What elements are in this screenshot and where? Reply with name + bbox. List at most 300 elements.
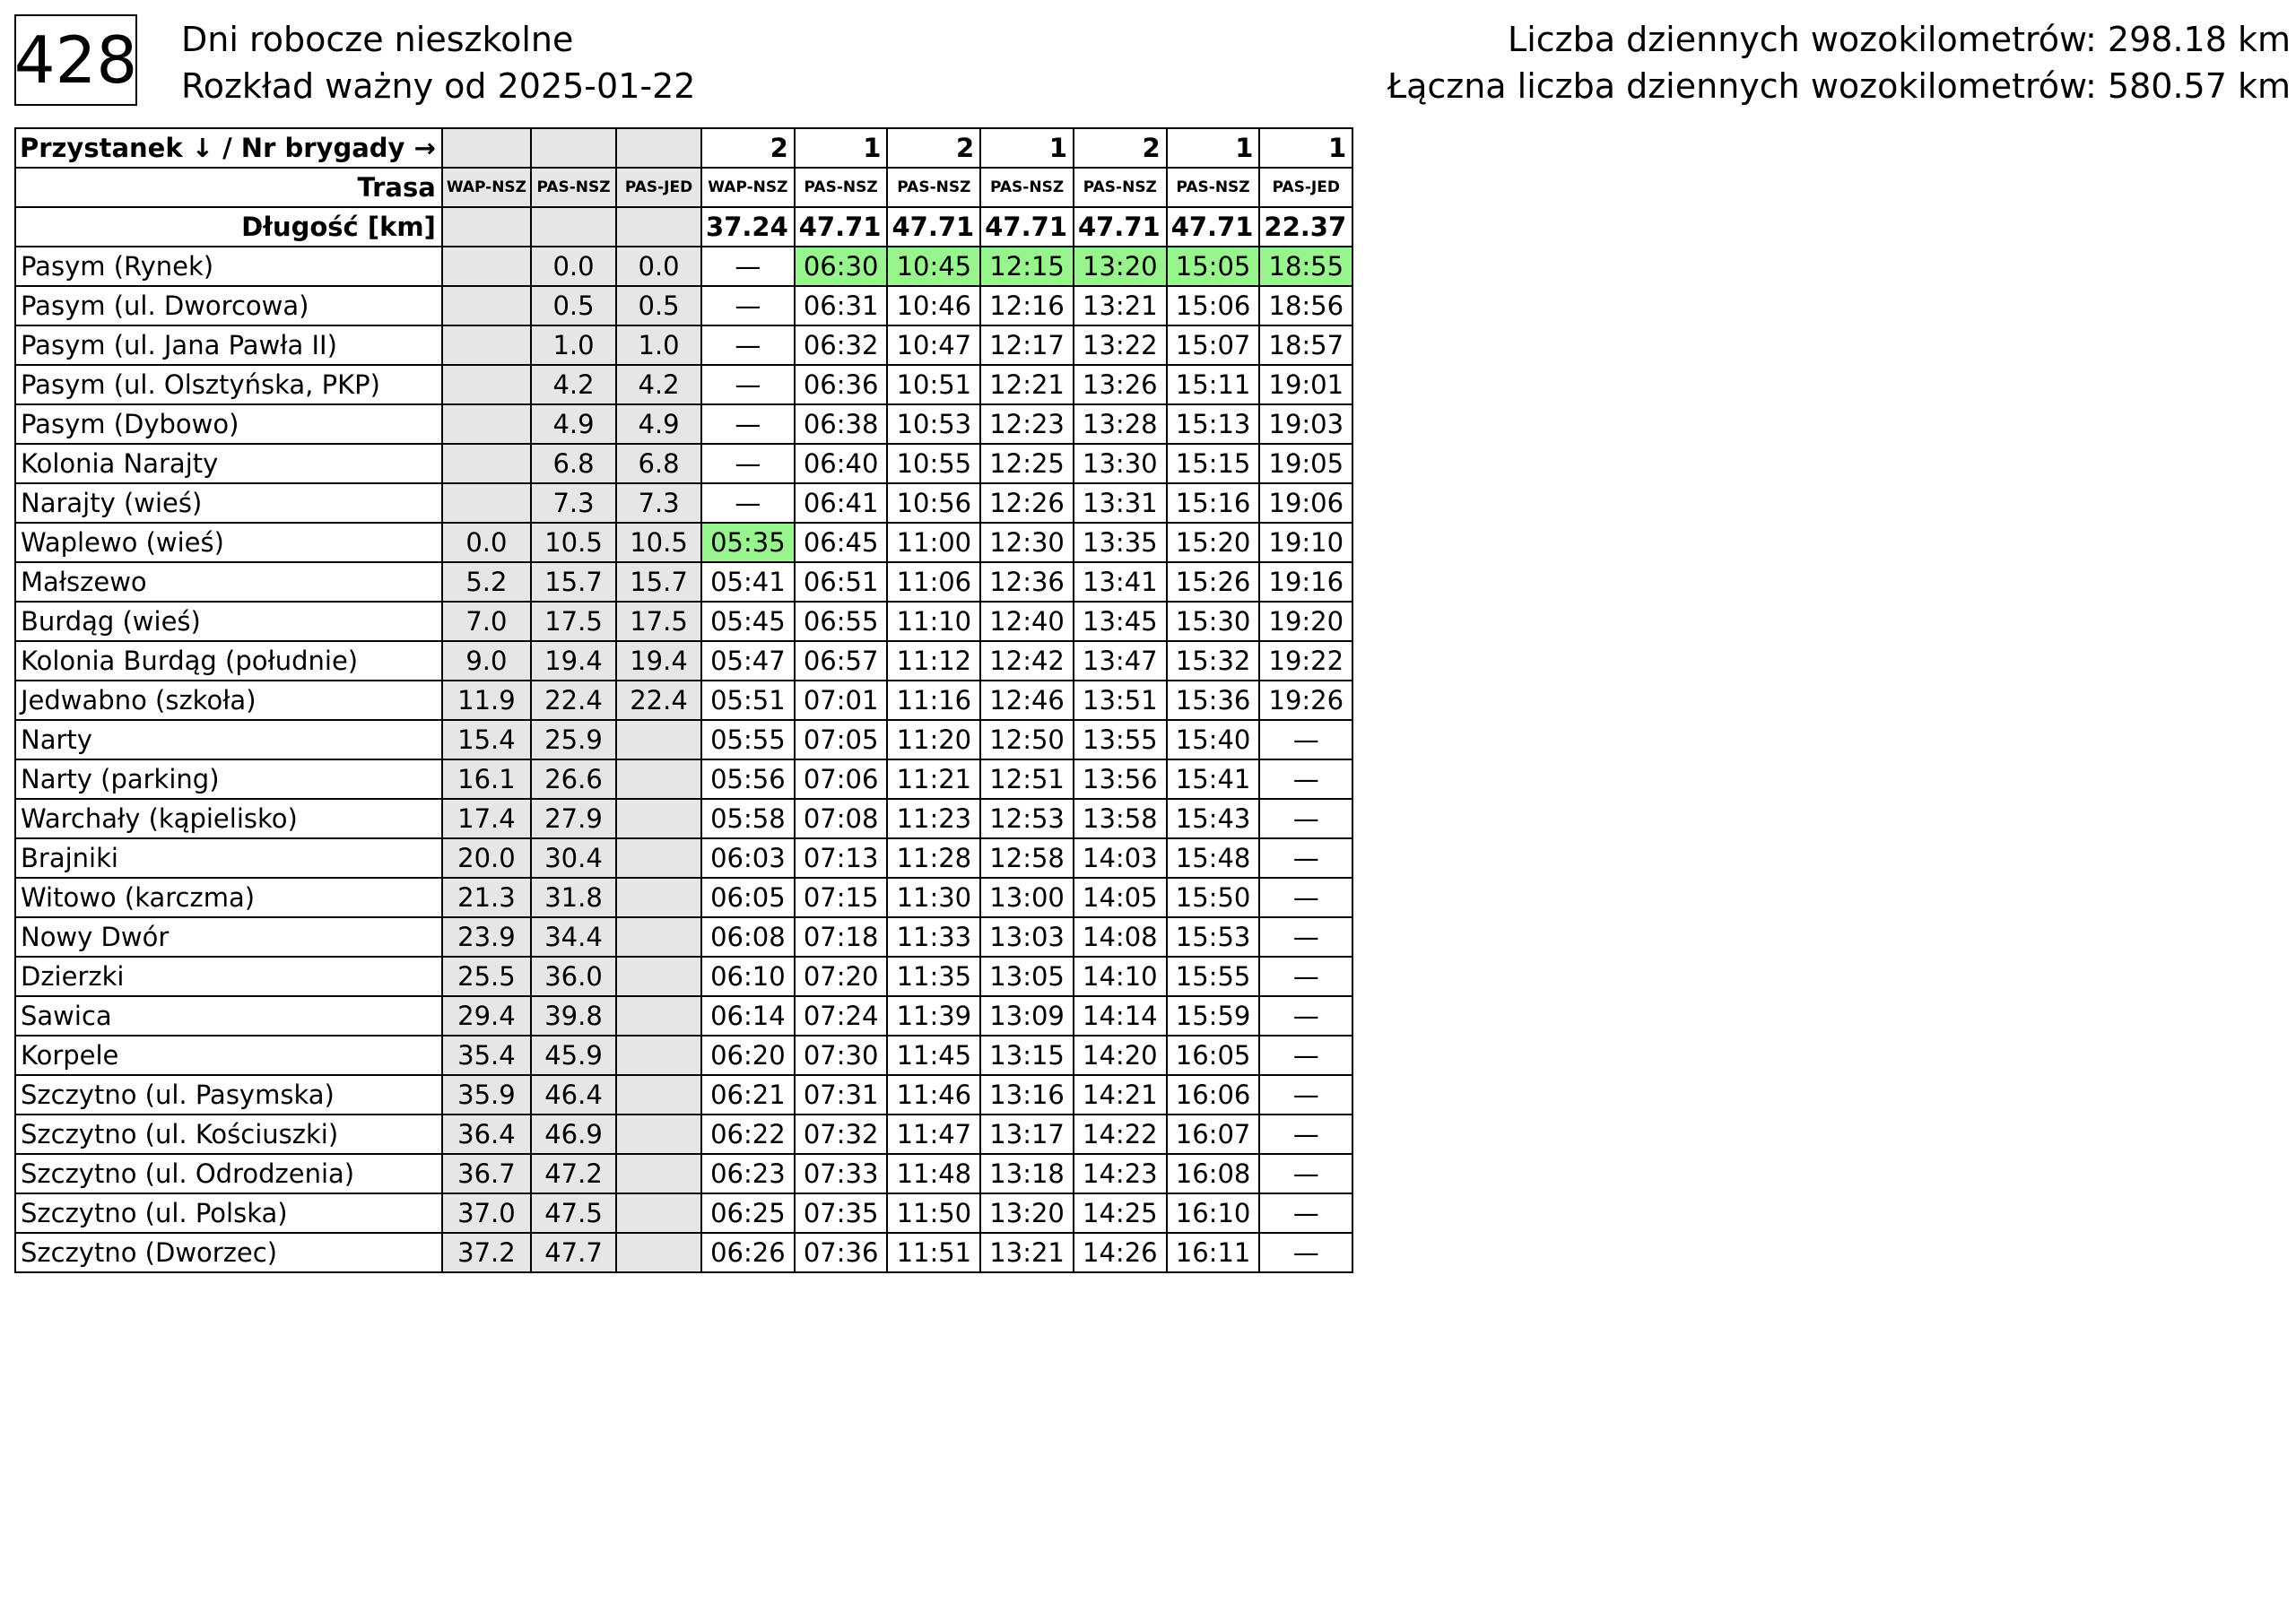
departure-time: — xyxy=(1259,838,1352,878)
stop-distance: 17.4 xyxy=(442,799,531,838)
departure-time: 06:21 xyxy=(701,1075,795,1115)
stop-distance: 7.3 xyxy=(616,483,701,523)
departure-time: 13:16 xyxy=(980,1075,1074,1115)
departure-time: 07:05 xyxy=(795,720,888,759)
departure-time: — xyxy=(701,286,795,325)
stop-distance xyxy=(442,404,531,444)
brigade-number: 2 xyxy=(701,128,795,168)
departure-time: — xyxy=(1259,878,1352,917)
departure-time: 13:21 xyxy=(980,1233,1074,1272)
stop-distance: 35.9 xyxy=(442,1075,531,1115)
stop-distance: 47.2 xyxy=(531,1154,616,1193)
departure-time: 12:26 xyxy=(980,483,1074,523)
departure-time: 07:15 xyxy=(795,878,888,917)
stop-row xyxy=(15,483,1352,523)
departure-time: 11:45 xyxy=(887,1036,980,1075)
stop-distance: 4.9 xyxy=(616,404,701,444)
departure-time: 15:05 xyxy=(1167,247,1260,286)
departure-time: 19:01 xyxy=(1259,365,1352,404)
stop-row xyxy=(15,523,1352,562)
timetable xyxy=(14,127,1353,1273)
stop-name: Korpele xyxy=(15,1036,442,1075)
stop-distance: 15.7 xyxy=(531,562,616,602)
dist-length-blank xyxy=(616,207,701,247)
trip-length: 47.71 xyxy=(795,207,888,247)
departure-time: 06:25 xyxy=(701,1193,795,1233)
vehicle-km-info xyxy=(1387,16,2291,109)
departure-time: 15:30 xyxy=(1167,602,1260,641)
stop-name: Szczytno (Dworzec) xyxy=(15,1233,442,1272)
stop-distance: 37.2 xyxy=(442,1233,531,1272)
dist-column-header-blank xyxy=(442,128,531,168)
dist-column-header-blank xyxy=(531,128,616,168)
departure-time: — xyxy=(1259,720,1352,759)
departure-time: 13:58 xyxy=(1074,799,1167,838)
brigade-number: 1 xyxy=(1167,128,1260,168)
stop-row xyxy=(15,247,1352,286)
departure-time: — xyxy=(1259,1154,1352,1193)
stop-distance: 39.8 xyxy=(531,996,616,1036)
departure-time: 12:51 xyxy=(980,759,1074,799)
departure-time: 15:40 xyxy=(1167,720,1260,759)
stop-distance: 15.4 xyxy=(442,720,531,759)
departure-time: 06:57 xyxy=(795,641,888,681)
stop-name: Jedwabno (szkoła) xyxy=(15,681,442,720)
departure-time: 14:05 xyxy=(1074,878,1167,917)
stop-distance: 0.5 xyxy=(531,286,616,325)
trip-length: 47.71 xyxy=(980,207,1074,247)
departure-time: — xyxy=(701,247,795,286)
stop-distance: 19.4 xyxy=(616,641,701,681)
departure-time: 06:30 xyxy=(795,247,888,286)
departure-time: 19:03 xyxy=(1259,404,1352,444)
departure-time: 07:20 xyxy=(795,957,888,996)
departure-time: 13:47 xyxy=(1074,641,1167,681)
dist-column-header-blank xyxy=(616,128,701,168)
departure-time: 13:26 xyxy=(1074,365,1167,404)
departure-time: 12:36 xyxy=(980,562,1074,602)
stop-name: Pasym (ul. Jana Pawła II) xyxy=(15,325,442,365)
departure-time: 16:11 xyxy=(1167,1233,1260,1272)
departure-time: 19:20 xyxy=(1259,602,1352,641)
departure-time: 13:09 xyxy=(980,996,1074,1036)
departure-time: — xyxy=(1259,996,1352,1036)
departure-time: 12:21 xyxy=(980,365,1074,404)
departure-time: 12:30 xyxy=(980,523,1074,562)
stop-distance: 16.1 xyxy=(442,759,531,799)
departure-time: 19:06 xyxy=(1259,483,1352,523)
departure-time: 13:05 xyxy=(980,957,1074,996)
brigade-number: 2 xyxy=(1074,128,1167,168)
departure-time: 13:20 xyxy=(980,1193,1074,1233)
departure-time: 07:35 xyxy=(795,1193,888,1233)
stop-distance: 29.4 xyxy=(442,996,531,1036)
departure-time: 07:31 xyxy=(795,1075,888,1115)
departure-time: 11:06 xyxy=(887,562,980,602)
stop-name: Witowo (karczma) xyxy=(15,878,442,917)
departure-time: 07:36 xyxy=(795,1233,888,1272)
stop-distance: 47.5 xyxy=(531,1193,616,1233)
stop-distance: 26.6 xyxy=(531,759,616,799)
stop-distance: 36.0 xyxy=(531,957,616,996)
departure-time: 13:56 xyxy=(1074,759,1167,799)
stop-distance xyxy=(616,1233,701,1272)
stop-distance: 4.2 xyxy=(531,365,616,404)
route-row xyxy=(15,168,1352,207)
stop-distance xyxy=(616,759,701,799)
departure-time: 11:20 xyxy=(887,720,980,759)
stop-distance: 10.5 xyxy=(616,523,701,562)
stop-name: Szczytno (ul. Polska) xyxy=(15,1193,442,1233)
departure-time: 05:56 xyxy=(701,759,795,799)
departure-time: — xyxy=(701,325,795,365)
departure-time: 06:08 xyxy=(701,917,795,957)
route-header: Trasa xyxy=(15,168,442,207)
stop-row xyxy=(15,1193,1352,1233)
departure-time: 18:56 xyxy=(1259,286,1352,325)
stop-row xyxy=(15,759,1352,799)
stop-distance: 4.9 xyxy=(531,404,616,444)
departure-time: — xyxy=(1259,1193,1352,1233)
stop-distance: 46.9 xyxy=(531,1115,616,1154)
stop-distance xyxy=(616,1115,701,1154)
departure-time: 07:18 xyxy=(795,917,888,957)
stop-distance: 47.7 xyxy=(531,1233,616,1272)
stop-distance xyxy=(616,917,701,957)
departure-time: 10:45 xyxy=(887,247,980,286)
stop-distance: 36.7 xyxy=(442,1154,531,1193)
departure-time: 18:55 xyxy=(1259,247,1352,286)
departure-time: 12:50 xyxy=(980,720,1074,759)
stop-distance xyxy=(616,996,701,1036)
departure-time: 07:13 xyxy=(795,838,888,878)
stop-row xyxy=(15,681,1352,720)
brigade-row xyxy=(15,128,1352,168)
stop-distance: 0.0 xyxy=(616,247,701,286)
departure-time: 10:51 xyxy=(887,365,980,404)
stop-distance xyxy=(616,957,701,996)
stop-row xyxy=(15,799,1352,838)
stop-distance: 17.5 xyxy=(616,602,701,641)
stop-distance: 0.5 xyxy=(616,286,701,325)
stop-row xyxy=(15,720,1352,759)
departure-time: 13:03 xyxy=(980,917,1074,957)
departure-time: 13:31 xyxy=(1074,483,1167,523)
departure-time: 11:51 xyxy=(887,1233,980,1272)
stop-distance xyxy=(616,1193,701,1233)
departure-time: 11:39 xyxy=(887,996,980,1036)
stop-row xyxy=(15,917,1352,957)
departure-time: 07:32 xyxy=(795,1115,888,1154)
departure-time: — xyxy=(1259,1115,1352,1154)
departure-time: 12:15 xyxy=(980,247,1074,286)
trip-route-code: PAS-JED xyxy=(1259,168,1352,207)
departure-time: 11:10 xyxy=(887,602,980,641)
stop-distance: 15.7 xyxy=(616,562,701,602)
stop-distance xyxy=(616,799,701,838)
departure-time: 05:55 xyxy=(701,720,795,759)
stop-distance xyxy=(442,325,531,365)
stop-row xyxy=(15,404,1352,444)
departure-time: 06:40 xyxy=(795,444,888,483)
departure-time: 05:41 xyxy=(701,562,795,602)
stop-distance: 25.5 xyxy=(442,957,531,996)
stop-name: Burdąg (wieś) xyxy=(15,602,442,641)
departure-time: 12:46 xyxy=(980,681,1074,720)
departure-time: 15:07 xyxy=(1167,325,1260,365)
trip-length: 22.37 xyxy=(1259,207,1352,247)
stop-distance: 0.0 xyxy=(531,247,616,286)
stop-row xyxy=(15,1036,1352,1075)
stop-distance xyxy=(616,878,701,917)
departure-time: 16:08 xyxy=(1167,1154,1260,1193)
stop-distance: 31.8 xyxy=(531,878,616,917)
departure-time: 13:22 xyxy=(1074,325,1167,365)
daily-vehicle-km: Liczba dziennych wozokilometrów: 298.18 km xyxy=(1508,20,2291,59)
departure-time: 13:20 xyxy=(1074,247,1167,286)
departure-time: 13:55 xyxy=(1074,720,1167,759)
dist-length-blank xyxy=(442,207,531,247)
stop-name: Waplewo (wieś) xyxy=(15,523,442,562)
stop-name: Pasym (ul. Olsztyńska, PKP) xyxy=(15,365,442,404)
departure-time: 15:50 xyxy=(1167,878,1260,917)
departure-time: 13:30 xyxy=(1074,444,1167,483)
length-row xyxy=(15,207,1352,247)
trip-route-code: PAS-NSZ xyxy=(795,168,888,207)
departure-time: 12:23 xyxy=(980,404,1074,444)
stop-row xyxy=(15,957,1352,996)
departure-time: 11:12 xyxy=(887,641,980,681)
departure-time: 15:32 xyxy=(1167,641,1260,681)
departure-time: 12:53 xyxy=(980,799,1074,838)
departure-time: 15:16 xyxy=(1167,483,1260,523)
stop-distance: 10.5 xyxy=(531,523,616,562)
departure-time: 15:53 xyxy=(1167,917,1260,957)
stop-distance: 34.4 xyxy=(531,917,616,957)
stop-name: Pasym (Rynek) xyxy=(15,247,442,286)
stop-distance: 20.0 xyxy=(442,838,531,878)
departure-time: 07:33 xyxy=(795,1154,888,1193)
departure-time: 10:55 xyxy=(887,444,980,483)
departure-time: 05:45 xyxy=(701,602,795,641)
stop-distance xyxy=(442,444,531,483)
departure-time: 11:47 xyxy=(887,1115,980,1154)
departure-time: 10:47 xyxy=(887,325,980,365)
departure-time: — xyxy=(1259,759,1352,799)
stop-distance: 46.4 xyxy=(531,1075,616,1115)
stop-row xyxy=(15,562,1352,602)
length-header: Długość [km] xyxy=(15,207,442,247)
stop-distance: 7.0 xyxy=(442,602,531,641)
stop-distance: 4.2 xyxy=(616,365,701,404)
trip-length: 47.71 xyxy=(1074,207,1167,247)
stop-name: Narty (parking) xyxy=(15,759,442,799)
stop-name: Szczytno (ul. Odrodzenia) xyxy=(15,1154,442,1193)
departure-time: 19:10 xyxy=(1259,523,1352,562)
stop-row xyxy=(15,365,1352,404)
stop-row xyxy=(15,1075,1352,1115)
departure-time: 05:47 xyxy=(701,641,795,681)
stop-distance: 27.9 xyxy=(531,799,616,838)
departure-time: 07:08 xyxy=(795,799,888,838)
stop-name: Narajty (wieś) xyxy=(15,483,442,523)
departure-time: 06:20 xyxy=(701,1036,795,1075)
departure-time: 11:35 xyxy=(887,957,980,996)
stop-row xyxy=(15,838,1352,878)
departure-time: — xyxy=(1259,1075,1352,1115)
trip-route-code: WAP-NSZ xyxy=(701,168,795,207)
departure-time: — xyxy=(1259,1233,1352,1272)
departure-time: 10:46 xyxy=(887,286,980,325)
stop-distance xyxy=(616,1075,701,1115)
stop-row xyxy=(15,641,1352,681)
departure-time: 13:35 xyxy=(1074,523,1167,562)
stop-row xyxy=(15,1233,1352,1272)
stop-distance: 6.8 xyxy=(616,444,701,483)
departure-time: 15:55 xyxy=(1167,957,1260,996)
stop-name: Szczytno (ul. Pasymska) xyxy=(15,1075,442,1115)
departure-time: 16:05 xyxy=(1167,1036,1260,1075)
departure-time: 13:17 xyxy=(980,1115,1074,1154)
day-type: Dni robocze nieszkolne xyxy=(181,20,574,59)
stop-distance: 1.0 xyxy=(616,325,701,365)
stop-name: Warchały (kąpielisko) xyxy=(15,799,442,838)
departure-time: 14:21 xyxy=(1074,1075,1167,1115)
brigade-number: 1 xyxy=(1259,128,1352,168)
departure-time: 15:41 xyxy=(1167,759,1260,799)
stop-name: Sawica xyxy=(15,996,442,1036)
trip-route-code: PAS-NSZ xyxy=(1167,168,1260,207)
departure-time: 14:26 xyxy=(1074,1233,1167,1272)
departure-time: 06:32 xyxy=(795,325,888,365)
departure-time: 12:42 xyxy=(980,641,1074,681)
departure-time: 15:59 xyxy=(1167,996,1260,1036)
departure-time: 16:07 xyxy=(1167,1115,1260,1154)
departure-time: 14:10 xyxy=(1074,957,1167,996)
departure-time: 16:06 xyxy=(1167,1075,1260,1115)
stop-row xyxy=(15,325,1352,365)
departure-time: 11:33 xyxy=(887,917,980,957)
schedule-info xyxy=(181,16,695,109)
stop-distance: 7.3 xyxy=(531,483,616,523)
stop-distance: 22.4 xyxy=(531,681,616,720)
departure-time: 11:48 xyxy=(887,1154,980,1193)
departure-time: 05:35 xyxy=(701,523,795,562)
departure-time: 13:28 xyxy=(1074,404,1167,444)
departure-time: 12:58 xyxy=(980,838,1074,878)
departure-time: 13:00 xyxy=(980,878,1074,917)
departure-time: — xyxy=(1259,1036,1352,1075)
departure-time: 12:17 xyxy=(980,325,1074,365)
departure-time: 12:25 xyxy=(980,444,1074,483)
departure-time: 15:15 xyxy=(1167,444,1260,483)
departure-time: 11:23 xyxy=(887,799,980,838)
dist-length-blank xyxy=(531,207,616,247)
dist-route-code: PAS-NSZ xyxy=(531,168,616,207)
departure-time: 06:45 xyxy=(795,523,888,562)
departure-time: 06:51 xyxy=(795,562,888,602)
departure-time: — xyxy=(1259,957,1352,996)
trip-route-code: PAS-NSZ xyxy=(1074,168,1167,207)
stop-distance: 36.4 xyxy=(442,1115,531,1154)
trip-route-code: PAS-NSZ xyxy=(887,168,980,207)
departure-time: — xyxy=(701,404,795,444)
departure-time: 14:22 xyxy=(1074,1115,1167,1154)
stop-distance: 35.4 xyxy=(442,1036,531,1075)
brigade-number: 2 xyxy=(887,128,980,168)
stop-distance: 1.0 xyxy=(531,325,616,365)
departure-time: 10:56 xyxy=(887,483,980,523)
departure-time: 15:26 xyxy=(1167,562,1260,602)
stop-distance: 37.0 xyxy=(442,1193,531,1233)
departure-time: 13:41 xyxy=(1074,562,1167,602)
trip-length: 47.71 xyxy=(887,207,980,247)
departure-time: 13:15 xyxy=(980,1036,1074,1075)
stop-distance: 25.9 xyxy=(531,720,616,759)
departure-time: 14:03 xyxy=(1074,838,1167,878)
departure-time: 06:10 xyxy=(701,957,795,996)
stop-distance: 23.9 xyxy=(442,917,531,957)
departure-time: 07:01 xyxy=(795,681,888,720)
departure-time: 13:51 xyxy=(1074,681,1167,720)
departure-time: — xyxy=(701,483,795,523)
trip-length: 37.24 xyxy=(701,207,795,247)
dist-route-code: WAP-NSZ xyxy=(442,168,531,207)
departure-time: 11:16 xyxy=(887,681,980,720)
departure-time: 15:13 xyxy=(1167,404,1260,444)
trip-route-code: PAS-NSZ xyxy=(980,168,1074,207)
stop-distance: 6.8 xyxy=(531,444,616,483)
departure-time: 11:28 xyxy=(887,838,980,878)
stop-distance: 21.3 xyxy=(442,878,531,917)
brigade-number: 1 xyxy=(980,128,1074,168)
stop-distance xyxy=(442,483,531,523)
stop-distance xyxy=(616,1154,701,1193)
departure-time: 11:21 xyxy=(887,759,980,799)
departure-time: 14:08 xyxy=(1074,917,1167,957)
departure-time: 06:03 xyxy=(701,838,795,878)
stop-name: Dzierzki xyxy=(15,957,442,996)
departure-time: 06:14 xyxy=(701,996,795,1036)
stop-distance xyxy=(616,720,701,759)
stop-brigade-header: Przystanek ↓ / Nr brygady → xyxy=(15,128,442,168)
departure-time: 12:40 xyxy=(980,602,1074,641)
stop-distance: 0.0 xyxy=(442,523,531,562)
stop-name: Nowy Dwór xyxy=(15,917,442,957)
stop-name: Małszewo xyxy=(15,562,442,602)
departure-time: 07:30 xyxy=(795,1036,888,1075)
departure-time: 12:16 xyxy=(980,286,1074,325)
departure-time: 15:06 xyxy=(1167,286,1260,325)
dist-route-code: PAS-JED xyxy=(616,168,701,207)
departure-time: 19:22 xyxy=(1259,641,1352,681)
stop-row xyxy=(15,1154,1352,1193)
stop-name: Brajniki xyxy=(15,838,442,878)
stop-name: Kolonia Narajty xyxy=(15,444,442,483)
departure-time: 06:26 xyxy=(701,1233,795,1272)
departure-time: 06:41 xyxy=(795,483,888,523)
stop-distance: 11.9 xyxy=(442,681,531,720)
departure-time: 15:43 xyxy=(1167,799,1260,838)
stop-distance: 17.5 xyxy=(531,602,616,641)
departure-time: 06:23 xyxy=(701,1154,795,1193)
stop-row xyxy=(15,996,1352,1036)
departure-time: 19:16 xyxy=(1259,562,1352,602)
stop-distance: 19.4 xyxy=(531,641,616,681)
stop-row xyxy=(15,286,1352,325)
line-number: 428 xyxy=(14,14,137,106)
departure-time: 13:45 xyxy=(1074,602,1167,641)
